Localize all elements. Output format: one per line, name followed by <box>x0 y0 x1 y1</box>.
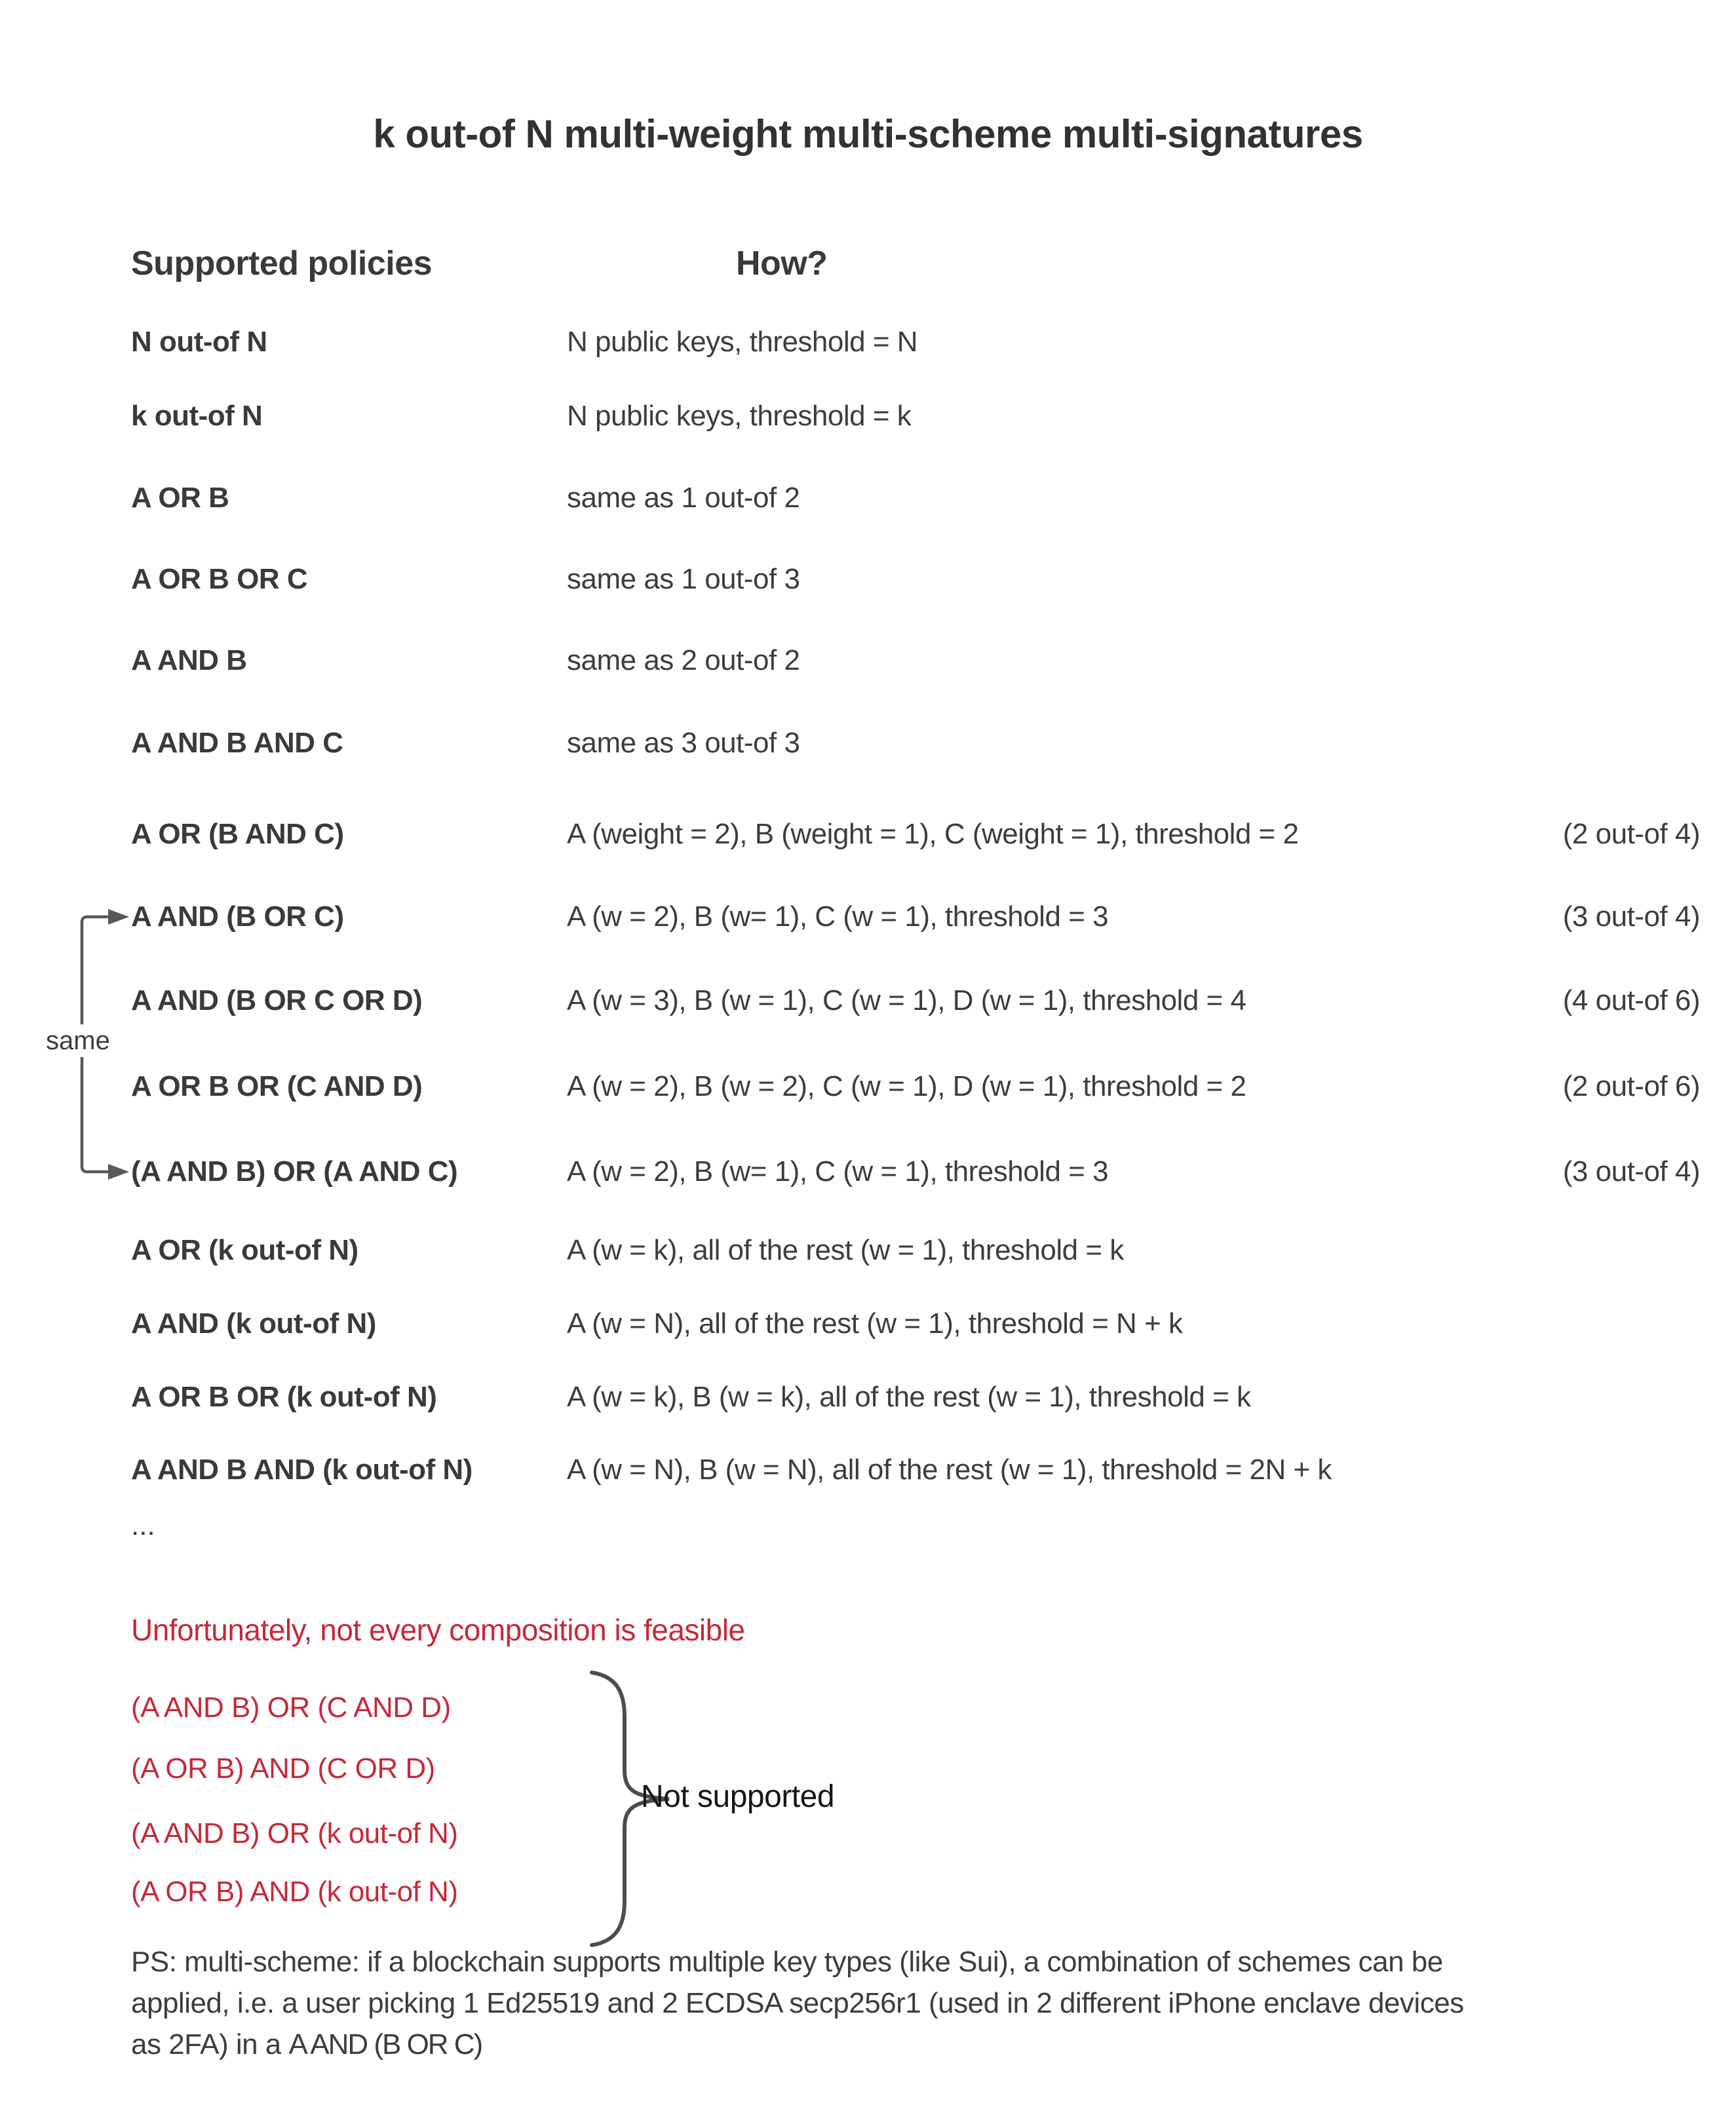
how-cell: same as 1 out-of 3 <box>567 563 800 595</box>
how-cell: A (w = 2), B (w= 1), C (w = 1), threshold = 3 <box>567 900 1109 933</box>
policy-cell: A OR (B AND C) <box>131 818 344 850</box>
page-title: k out-of N multi-weight multi-scheme multi-signatures <box>373 112 1363 156</box>
infeasible-item: (A AND B) OR (k out-of N) <box>131 1817 458 1849</box>
how-cell: A (weight = 2), B (weight = 1), C (weight = 1), threshold = 2 <box>567 818 1299 850</box>
how-cell: same as 2 out-of 2 <box>567 644 800 676</box>
same-label: same <box>41 1024 115 1057</box>
note-cell: (4 out-of 6) <box>1562 984 1700 1016</box>
how-cell: A (w = k), B (w = k), all of the rest (w = 1), threshold = k <box>567 1381 1251 1413</box>
arrow-head-icon <box>108 909 129 925</box>
infeasible-item: (A OR B) AND (k out-of N) <box>131 1876 458 1908</box>
column-header-policies: Supported policies <box>131 244 433 282</box>
policy-cell: A OR B OR C <box>131 563 308 595</box>
ps-line: PS: multi-scheme: if a blockchain supports multiple key types (like Sui), a combination of schemes can be <box>131 1946 1443 1978</box>
ps-line-start: as 2FA) in a <box>131 2028 289 2060</box>
not-supported-label: Not supported <box>641 1779 835 1814</box>
how-cell: A (w = N), B (w = N), all of the rest (w = 1), threshold = 2N + k <box>567 1454 1332 1486</box>
how-cell: A (w = k), all of the rest (w = 1), threshold = k <box>567 1234 1124 1266</box>
how-cell: N public keys, threshold = N <box>567 326 918 358</box>
how-cell: A (w = 2), B (w= 1), C (w = 1), threshold = 3 <box>567 1155 1109 1188</box>
ps-note <box>131 1941 1678 2065</box>
policy-cell: A OR (k out-of N) <box>131 1234 358 1266</box>
column-header-how: How? <box>736 244 828 282</box>
how-cell: N public keys, threshold = k <box>567 400 912 432</box>
policy-cell: A OR B OR (k out-of N) <box>131 1381 437 1413</box>
arrow-head-icon <box>108 1164 129 1180</box>
policy-cell: A AND (B OR C OR D) <box>131 984 423 1016</box>
policy-cell: A AND B <box>131 644 247 676</box>
policy-cell: A OR B OR (C AND D) <box>131 1070 423 1102</box>
policy-cell: A AND (k out-of N) <box>131 1307 376 1340</box>
note-cell: (3 out-of 4) <box>1562 1155 1700 1188</box>
ps-formula: A AND (B OR C) <box>288 2028 482 2060</box>
ps-line <box>131 2024 1678 2065</box>
how-cell: A (w = 2), B (w = 2), C (w = 1), D (w = 1), threshold = 2 <box>567 1070 1246 1102</box>
how-cell: A (w = N), all of the rest (w = 1), threshold = N + k <box>567 1307 1183 1340</box>
policy-cell: N out-of N <box>131 326 267 358</box>
infeasible-item: (A OR B) AND (C OR D) <box>131 1752 435 1785</box>
policy-cell: A AND B AND C <box>131 727 343 759</box>
ps-line: applied, i.e. a user picking 1 Ed25519 and 2 ECDSA secp256r1 (used in 2 different iPhone enclave devices <box>131 1987 1464 2019</box>
policy-cell: A OR B <box>131 482 229 514</box>
note-cell: (3 out-of 4) <box>1562 900 1700 933</box>
policy-cell: k out-of N <box>131 400 263 432</box>
policy-cell: (A AND B) OR (A AND C) <box>131 1155 458 1188</box>
policy-cell: A AND (B OR C) <box>131 900 344 933</box>
how-cell: same as 3 out-of 3 <box>567 727 800 759</box>
ellipsis-text: ... <box>131 1509 155 1541</box>
infeasible-item: (A AND B) OR (C AND D) <box>131 1691 451 1724</box>
how-cell: A (w = 3), B (w = 1), C (w = 1), D (w = 1), threshold = 4 <box>567 984 1246 1016</box>
note-cell: (2 out-of 6) <box>1562 1070 1700 1102</box>
policy-cell: A AND B AND (k out-of N) <box>131 1454 473 1486</box>
infeasible-heading: Unfortunately, not every composition is feasible <box>131 1613 745 1647</box>
how-cell: same as 1 out-of 2 <box>567 482 800 514</box>
note-cell: (2 out-of 4) <box>1562 818 1700 850</box>
